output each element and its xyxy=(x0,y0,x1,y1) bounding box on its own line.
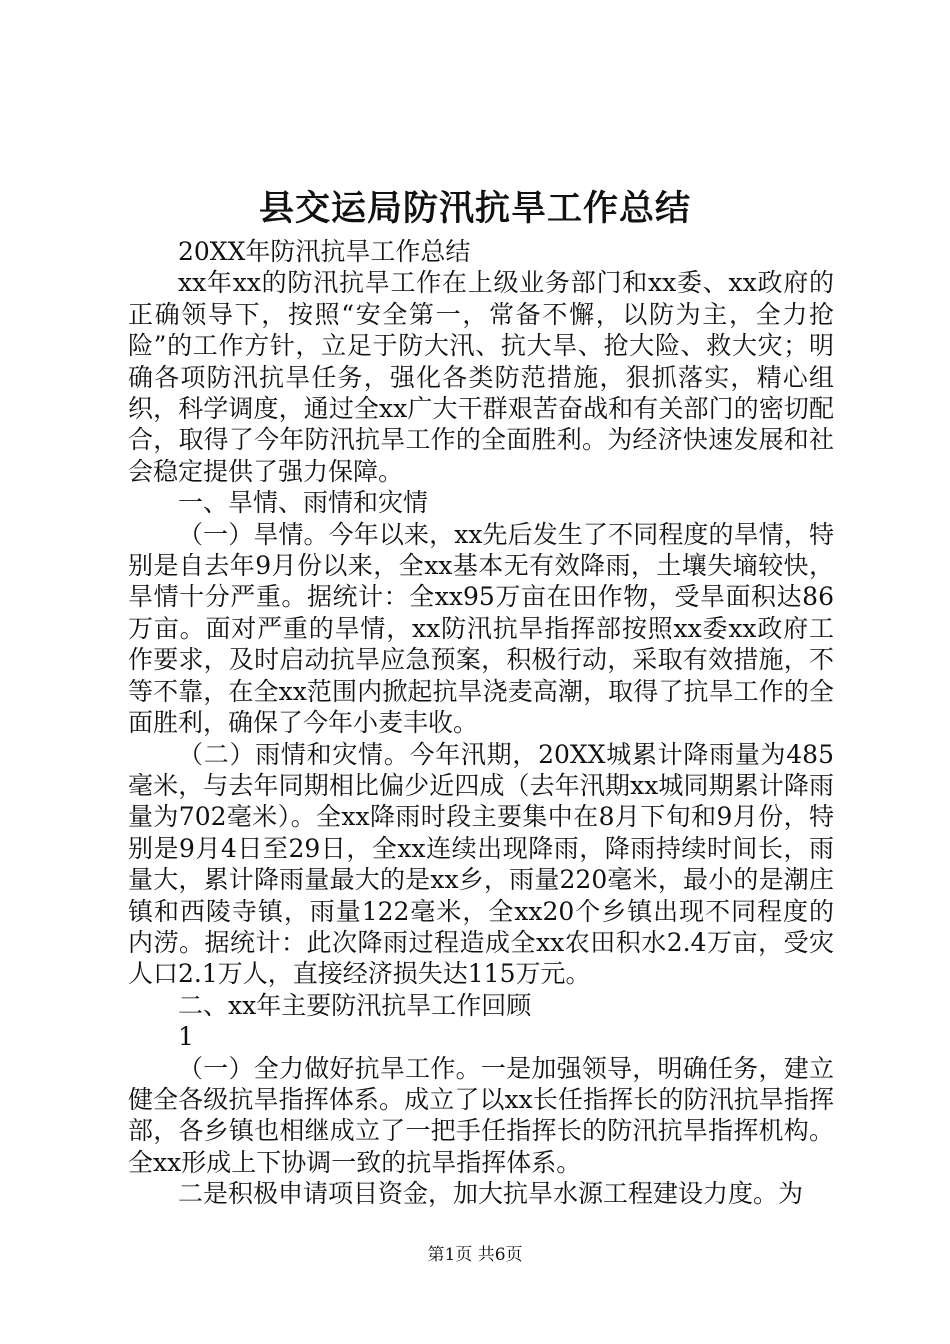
paragraph-drought: （一）旱情。今年以来，xx先后发生了不同程度的旱情，特别是自去年9月份以来，全xx基本无有效降雨，土壤失墒较快，旱情十分严重。据统计：全xx95万亩在田作物，受旱面积达86万亩。面对严重的旱情，xx防汛抗旱指挥部按照xx委xx政府工作要求，及时启动抗旱应急预案，积极行动，采取有效措施，不等不靠，在全xx范围内掀起抗旱浇麦高潮，取得了抗旱工作的全面胜利，确保了今年小麦丰收。 xyxy=(128,519,834,738)
paragraph-drought-relief: （一）全力做好抗旱工作。一是加强领导，明确任务，建立健全各级抗旱指挥体系。成立了以xx长任指挥长的防汛抗旱指挥部，各乡镇也相继成立了一把手任指挥长的防汛抗旱指挥机构。全xx形成上下协调一致的抗旱指挥体系。 xyxy=(128,1053,834,1177)
section-heading-2: 二、xx年主要防汛抗旱工作回顾 xyxy=(178,990,532,1020)
paragraph-intro: xx年xx的防汛抗旱工作在上级业务部门和xx委、xx政府的正确领导下，按照“安全第一，常备不懈，以防为主，全力抢险”的工作方针，立足于防大汛、抗大旱、抢大险、救大灾；明确各项防汛抗旱任务，强化各类防范措施，狠抓落实，精心组织，科学调度，通过全xx广大干群艰苦奋战和有关部门的密切配合，取得了今年防汛抗旱工作的全面胜利。为经济快速发展和社会稳定提供了强力保障。 xyxy=(128,268,834,486)
page-number-footer: 第1页 共6页 xyxy=(427,1245,523,1265)
paragraph-funding: 二是积极申请项目资金，加大抗旱水源工程建设力度。为 xyxy=(178,1179,804,1209)
document-body xyxy=(128,236,834,1210)
paragraph-rain-disaster: （二）雨情和灾情。今年汛期，20XX城累计降雨量为485毫米，与去年同期相比偏少近四成（去年汛期xx城同期累计降雨量为702毫米）。全xx降雨时段主要集中在8月下旬和9月份，特别是9月4日至29日，全xx连续出现降雨，降雨持续时间长，雨量大，累计降雨量最大的是xx乡，雨量220毫米，最小的是潮庄镇和西陵寺镇，雨量122毫米，全xx20个乡镇出现不同程度的内涝。据统计：此次降雨过程造成全xx农田积水2.4万亩，受灾人口2.1万人，直接经济损失达115万元。 xyxy=(128,739,834,989)
section-heading-1: 一、旱情、雨情和灾情 xyxy=(178,488,429,518)
stray-number-line: 1 xyxy=(178,1022,194,1052)
paragraph-subtitle: 20XX年防汛抗旱工作总结 xyxy=(178,237,471,266)
document-title: 县交运局防汛抗旱工作总结 xyxy=(258,189,691,229)
